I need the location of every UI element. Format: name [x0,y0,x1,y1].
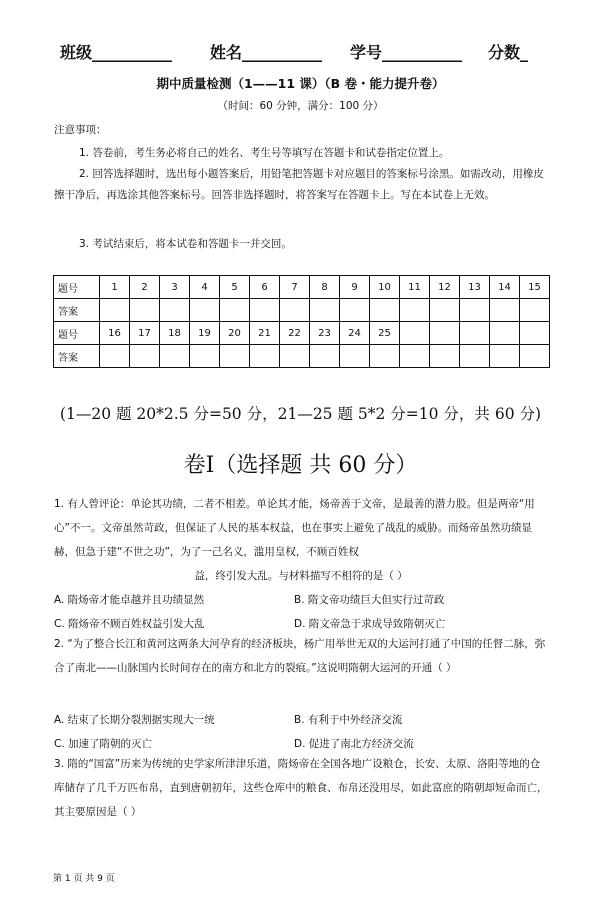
answer-cell[interactable] [130,299,160,322]
score-field [488,40,528,63]
question-number-cell: 20 [220,322,250,345]
answer-cell[interactable] [250,345,280,368]
question-number-cell [490,322,520,345]
question-number-cell [400,322,430,345]
class-blank: __________ [92,43,173,62]
question-number-cell [460,322,490,345]
question-number-cell: 10 [370,276,400,299]
answer-cell[interactable] [310,345,340,368]
question-1-stem-end: 益，终引发大乱。与材料描写不相符的是（ ） [194,570,408,582]
question-number-cell: 15 [520,276,550,299]
question-number-cell: 8 [310,276,340,299]
class-field [60,40,172,63]
answer-cell[interactable] [100,299,130,322]
question-number-header: 题号 [54,322,100,345]
answer-cell[interactable] [190,299,220,322]
question-number-cell: 19 [190,322,220,345]
question-1-option-c[interactable]: C. 隋炀帝不顾百姓权益引发大乱 [54,618,205,630]
answer-cell[interactable] [460,345,490,368]
answer-cell[interactable] [400,345,430,368]
part-title: 卷Ⅰ（选择题 共 60 分） [183,453,418,478]
question-number-cell: 14 [490,276,520,299]
answer-cell[interactable] [130,345,160,368]
question-number-cell: 4 [190,276,220,299]
question-number-cell: 18 [160,322,190,345]
question-3-stem: 3. 隋的“国富”历来为传统的史学家所津津乐道，隋炀帝在全国各地广设粮仓，长安、太原、洛阳等地的仓库储存了几千万匹布帛，直到唐朝初年，这些仓库中的粮食、布帛还没用尽，如此富庶的隋朝却短命而亡，其主要原因是（ ） [54,758,548,818]
question-number-cell [430,322,460,345]
question-number-cell: 5 [220,276,250,299]
answer-header: 答案 [54,345,100,368]
question-1-option-a[interactable]: A. 隋炀帝才能卓越并且功绩显然 [54,594,205,606]
answer-table-row [54,345,550,368]
question-number-cell: 16 [100,322,130,345]
answer-cell[interactable] [490,299,520,322]
class-label: 班级 [60,43,93,62]
question-number-cell: 23 [310,322,340,345]
student-number-field [350,40,462,63]
answer-cell[interactable] [370,299,400,322]
question-number-cell: 6 [250,276,280,299]
name-field [210,40,322,63]
answer-cell[interactable] [340,299,370,322]
answer-cell[interactable] [520,345,550,368]
student-info-line [60,40,560,64]
question-number-cell: 2 [130,276,160,299]
answer-cell[interactable] [220,299,250,322]
answer-cell[interactable] [190,345,220,368]
question-number-cell: 12 [430,276,460,299]
answer-cell[interactable] [430,345,460,368]
answer-table-row [54,299,550,322]
question-1-option-d[interactable]: D. 隋文帝急于求成导致隋朝灭亡 [294,618,446,630]
question-number-cell: 22 [280,322,310,345]
answer-cell[interactable] [520,299,550,322]
answer-cell[interactable] [460,299,490,322]
answer-cell[interactable] [430,299,460,322]
question-number-cell: 17 [130,322,160,345]
student-number-label: 学号 [350,43,383,62]
question-2-option-c[interactable]: C. 加速了隋朝的灭亡 [54,738,153,750]
question-number-cell: 7 [280,276,310,299]
question-2-stem: 2. “为了整合长江和黄河这两条大河孕育的经济板块，杨广用举世无双的大运河打通了中国的任督二脉，弥合了南北——山脉国内长时间存在的南方和北方的裂痕。”这说明隋朝大运河的开通（ ） [54,638,546,674]
name-label: 姓名 [210,43,243,62]
question-2-option-b[interactable]: B. 有利于中外经济交流 [294,714,403,726]
notice-heading: 注意事项： [54,124,107,136]
question-number-cell: 9 [340,276,370,299]
page-footer: 第 1 页 共 9 页 [53,874,115,884]
question-number-cell: 1 [100,276,130,299]
answer-cell[interactable] [250,299,280,322]
name-blank: __________ [242,43,323,62]
answer-cell[interactable] [100,345,130,368]
question-2-option-a[interactable]: A. 结束了长期分裂割据实现大一统 [54,714,215,726]
question-1-stem [54,492,548,588]
question-number-cell: 13 [460,276,490,299]
notice-item-2: 2. 回答选择题时，选出每小题答案后，用铅笔把答题卡对应题目的答案标号涂黑。如需改动，用橡皮擦干净后，再选涂其他答案标号。回答非选择题时，将答案写在答题卡上。写在本试卷上无效。 [54,168,544,201]
question-number-cell: 11 [400,276,430,299]
score-note: (1—20 题 20*2.5 分=50 分，21—25 题 5*2 分=10 分，共 60 分) [59,405,542,423]
question-1-stem-text: 1. 有人曾评论：单论其功绩，二者不相差。单论其才能，炀帝善于文帝，是最善的潜力股。但是两帝“用心”不一。文帝虽然苛政，但保证了人民的基本权益，也在事实上避免了战乱的威胁。而炀帝虽然功绩显赫，但急于建“不世之功”，为了一己名义，滥用皇权，不顾百姓权 [54,498,535,558]
question-number-header: 题号 [54,276,100,299]
question-1-option-b[interactable]: B. 隋文帝功绩巨大但实行过苛政 [294,594,445,606]
answer-cell[interactable] [400,299,430,322]
answer-cell[interactable] [370,345,400,368]
exam-title: 期中质量检测（1——11 课）（B 卷・能力提升卷） [156,76,445,91]
answer-cell[interactable] [310,299,340,322]
answer-header: 答案 [54,299,100,322]
question-2-option-d[interactable]: D. 促进了南北方经济交流 [294,738,414,750]
answer-table-row [54,276,550,299]
answer-cell[interactable] [220,345,250,368]
notice-item-1: 1. 答卷前，考生务必将自己的姓名、考生号等填写在答题卡和试卷指定位置上。 [79,147,450,159]
question-number-cell: 25 [370,322,400,345]
answer-cell[interactable] [280,345,310,368]
answer-cell[interactable] [490,345,520,368]
answer-cell[interactable] [280,299,310,322]
question-number-cell: 3 [160,276,190,299]
question-number-cell: 24 [340,322,370,345]
score-blank: _ [520,43,529,62]
exam-subtitle: （时间：60 分钟，满分：100 分） [217,100,384,112]
answer-cell[interactable] [160,299,190,322]
answer-cell[interactable] [340,345,370,368]
question-number-cell [520,322,550,345]
answer-table [53,275,550,368]
answer-cell[interactable] [160,345,190,368]
student-number-blank: __________ [382,43,463,62]
score-label: 分数 [488,43,521,62]
notice-item-3: 3. 考试结束后，将本试卷和答题卡一并交回。 [79,238,292,250]
question-number-cell: 21 [250,322,280,345]
answer-table-row [54,322,550,345]
